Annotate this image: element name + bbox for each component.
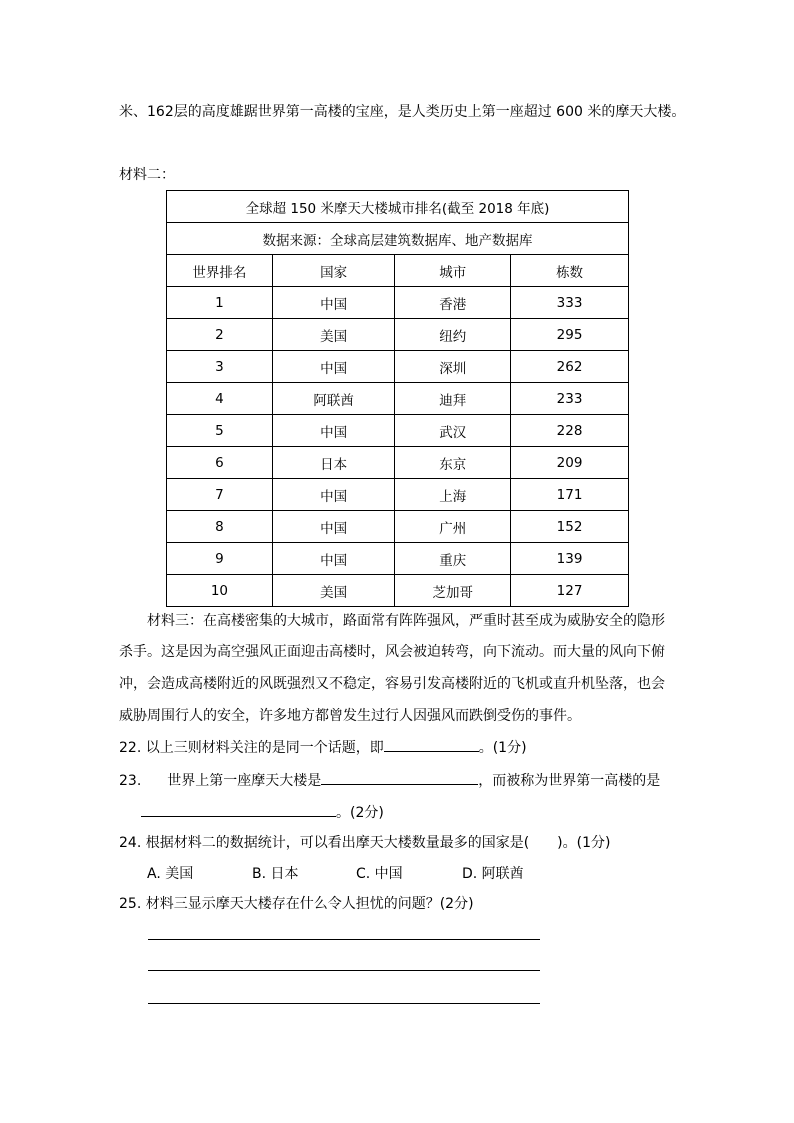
table-cell: 美国 xyxy=(272,319,395,351)
table-cell: 171 xyxy=(511,479,629,511)
question-25: 25. 材料三显示摩天大楼存在什么令人担忧的问题？(2分) xyxy=(119,896,474,912)
table-cell: 日本 xyxy=(272,447,395,479)
table-cell: 333 xyxy=(511,287,629,319)
table-row xyxy=(167,479,629,511)
q22-end: 。(1分) xyxy=(478,740,527,756)
table-cell: 重庆 xyxy=(395,543,511,575)
table-cell: 广州 xyxy=(395,511,511,543)
table-cell: 中国 xyxy=(272,543,395,575)
table-cell: 上海 xyxy=(395,479,511,511)
q23-mid: ，而被称为世界第一高楼的是 xyxy=(478,773,661,789)
table-cell: 152 xyxy=(511,511,629,543)
skyscraper-ranking-table xyxy=(166,190,629,607)
question-23-cont xyxy=(141,802,384,823)
table-cell: 东京 xyxy=(395,447,511,479)
table-row xyxy=(167,575,629,607)
table-cell: 中国 xyxy=(272,511,395,543)
q22-text: 22. 以上三则材料关注的是同一个话题，即 xyxy=(119,740,384,756)
table-cell: 8 xyxy=(167,511,273,543)
table-title: 全球超 150 米摩天大楼城市排名(截至 2018 年底) xyxy=(167,191,629,223)
table-cell: 295 xyxy=(511,319,629,351)
table-cell: 中国 xyxy=(272,415,395,447)
q24-option-b[interactable]: B. 日本 xyxy=(252,866,299,882)
q25-answer-line[interactable] xyxy=(148,939,540,940)
table-cell: 5 xyxy=(167,415,273,447)
q25-answer-line[interactable] xyxy=(148,970,540,971)
intro-line: 米、162层的高度雄踞世界第一高楼的宝座，是人类历史上第一座超过 600 米的摩天大楼。 xyxy=(119,104,686,120)
table-cell: 香港 xyxy=(395,287,511,319)
table-cell: 武汉 xyxy=(395,415,511,447)
table-cell: 228 xyxy=(511,415,629,447)
question-23 xyxy=(119,770,660,791)
table-cell: 3 xyxy=(167,351,273,383)
q25-answer-line[interactable] xyxy=(148,1003,540,1004)
table-cell: 7 xyxy=(167,479,273,511)
table-cell: 美国 xyxy=(272,575,395,607)
table-cell: 4 xyxy=(167,383,273,415)
q23-answer-blank-2[interactable] xyxy=(141,802,336,817)
q23-num: 23. xyxy=(119,773,142,789)
table-cell: 209 xyxy=(511,447,629,479)
table-cell: 中国 xyxy=(272,479,395,511)
table-row xyxy=(167,511,629,543)
table-row xyxy=(167,319,629,351)
q23-end: 。(2分) xyxy=(336,805,384,821)
table-cell: 阿联酋 xyxy=(272,383,395,415)
table-cell: 中国 xyxy=(272,287,395,319)
material3-line: 威胁周围行人的安全，许多地方都曾发生过行人因强风而跌倒受伤的事件。 xyxy=(119,708,581,724)
table-cell: 6 xyxy=(167,447,273,479)
column-header: 栋数 xyxy=(511,255,629,287)
table-cell: 中国 xyxy=(272,351,395,383)
table-cell: 139 xyxy=(511,543,629,575)
column-header: 国家 xyxy=(272,255,395,287)
table-cell: 262 xyxy=(511,351,629,383)
q23-answer-blank-1[interactable] xyxy=(321,770,478,785)
table-row xyxy=(167,287,629,319)
table-row xyxy=(167,383,629,415)
q24-option-a[interactable]: A. 美国 xyxy=(147,866,194,882)
material3-line: 冲，会造成高楼附近的风既强烈又不稳定，容易引发高楼附近的飞机或直升机坠落，也会 xyxy=(119,676,665,692)
table-cell: 127 xyxy=(511,575,629,607)
table-cell: 纽约 xyxy=(395,319,511,351)
q24-option-d[interactable]: D. 阿联酋 xyxy=(462,866,524,882)
table-row xyxy=(167,447,629,479)
table-cell: 芝加哥 xyxy=(395,575,511,607)
table-row xyxy=(167,543,629,575)
q22-answer-blank[interactable] xyxy=(384,737,479,752)
table-row xyxy=(167,415,629,447)
table-header-row xyxy=(167,255,629,287)
table-cell: 2 xyxy=(167,319,273,351)
material3-line: 杀手。这是因为高空强风正面迎击高楼时，风会被迫转弯，向下流动。而大量的风向下俯 xyxy=(119,644,665,660)
table-cell: 9 xyxy=(167,543,273,575)
material3-line: 材料三：在高楼密集的大城市，路面常有阵阵强风，严重时甚至成为威胁安全的隐形 xyxy=(147,613,665,629)
question-24: 24. 根据材料二的数据统计，可以看出摩天大楼数量最多的国家是( )。(1分) xyxy=(119,835,611,851)
table-cell: 233 xyxy=(511,383,629,415)
column-header: 城市 xyxy=(395,255,511,287)
question-22 xyxy=(119,737,527,758)
q23-text: 世界上第一座摩天大楼是 xyxy=(167,773,322,789)
table-cell: 深圳 xyxy=(395,351,511,383)
table-row xyxy=(167,351,629,383)
table-cell: 10 xyxy=(167,575,273,607)
column-header: 世界排名 xyxy=(167,255,273,287)
material2-label: 材料二： xyxy=(119,167,175,183)
table-cell: 1 xyxy=(167,287,273,319)
table-cell: 迪拜 xyxy=(395,383,511,415)
q24-option-c[interactable]: C. 中国 xyxy=(356,866,403,882)
table-source: 数据来源：全球高层建筑数据库、地产数据库 xyxy=(167,223,629,255)
